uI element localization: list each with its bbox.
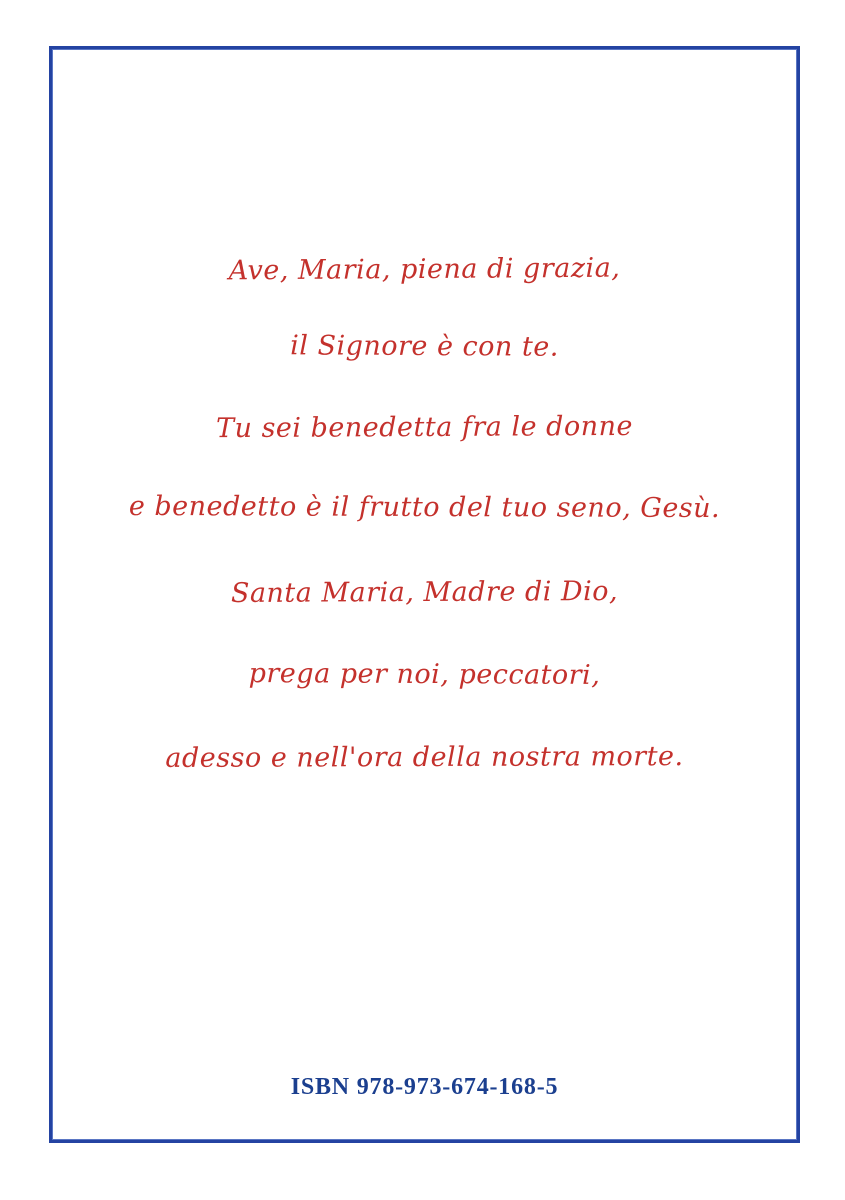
prayer-line-6: prega per noi, peccatori,: [248, 658, 601, 691]
prayer-line-2: il Signore è con te.: [290, 330, 559, 363]
isbn-text: ISBN 978-973-674-168-5: [290, 1074, 559, 1100]
prayer-line-1: Ave, Maria, piena di grazia,: [228, 252, 621, 287]
prayer-line-5: Santa Maria, Madre di Dio,: [230, 575, 619, 610]
prayer-line-7: adesso e nell'ora della nostra morte.: [165, 741, 684, 774]
prayer-line-3: Tu sei benedetta fra le donne: [215, 410, 634, 445]
page-border-frame: [49, 46, 800, 1143]
prayer-line-4: e benedetto è il frutto del tuo seno, Gesù.: [128, 490, 721, 525]
